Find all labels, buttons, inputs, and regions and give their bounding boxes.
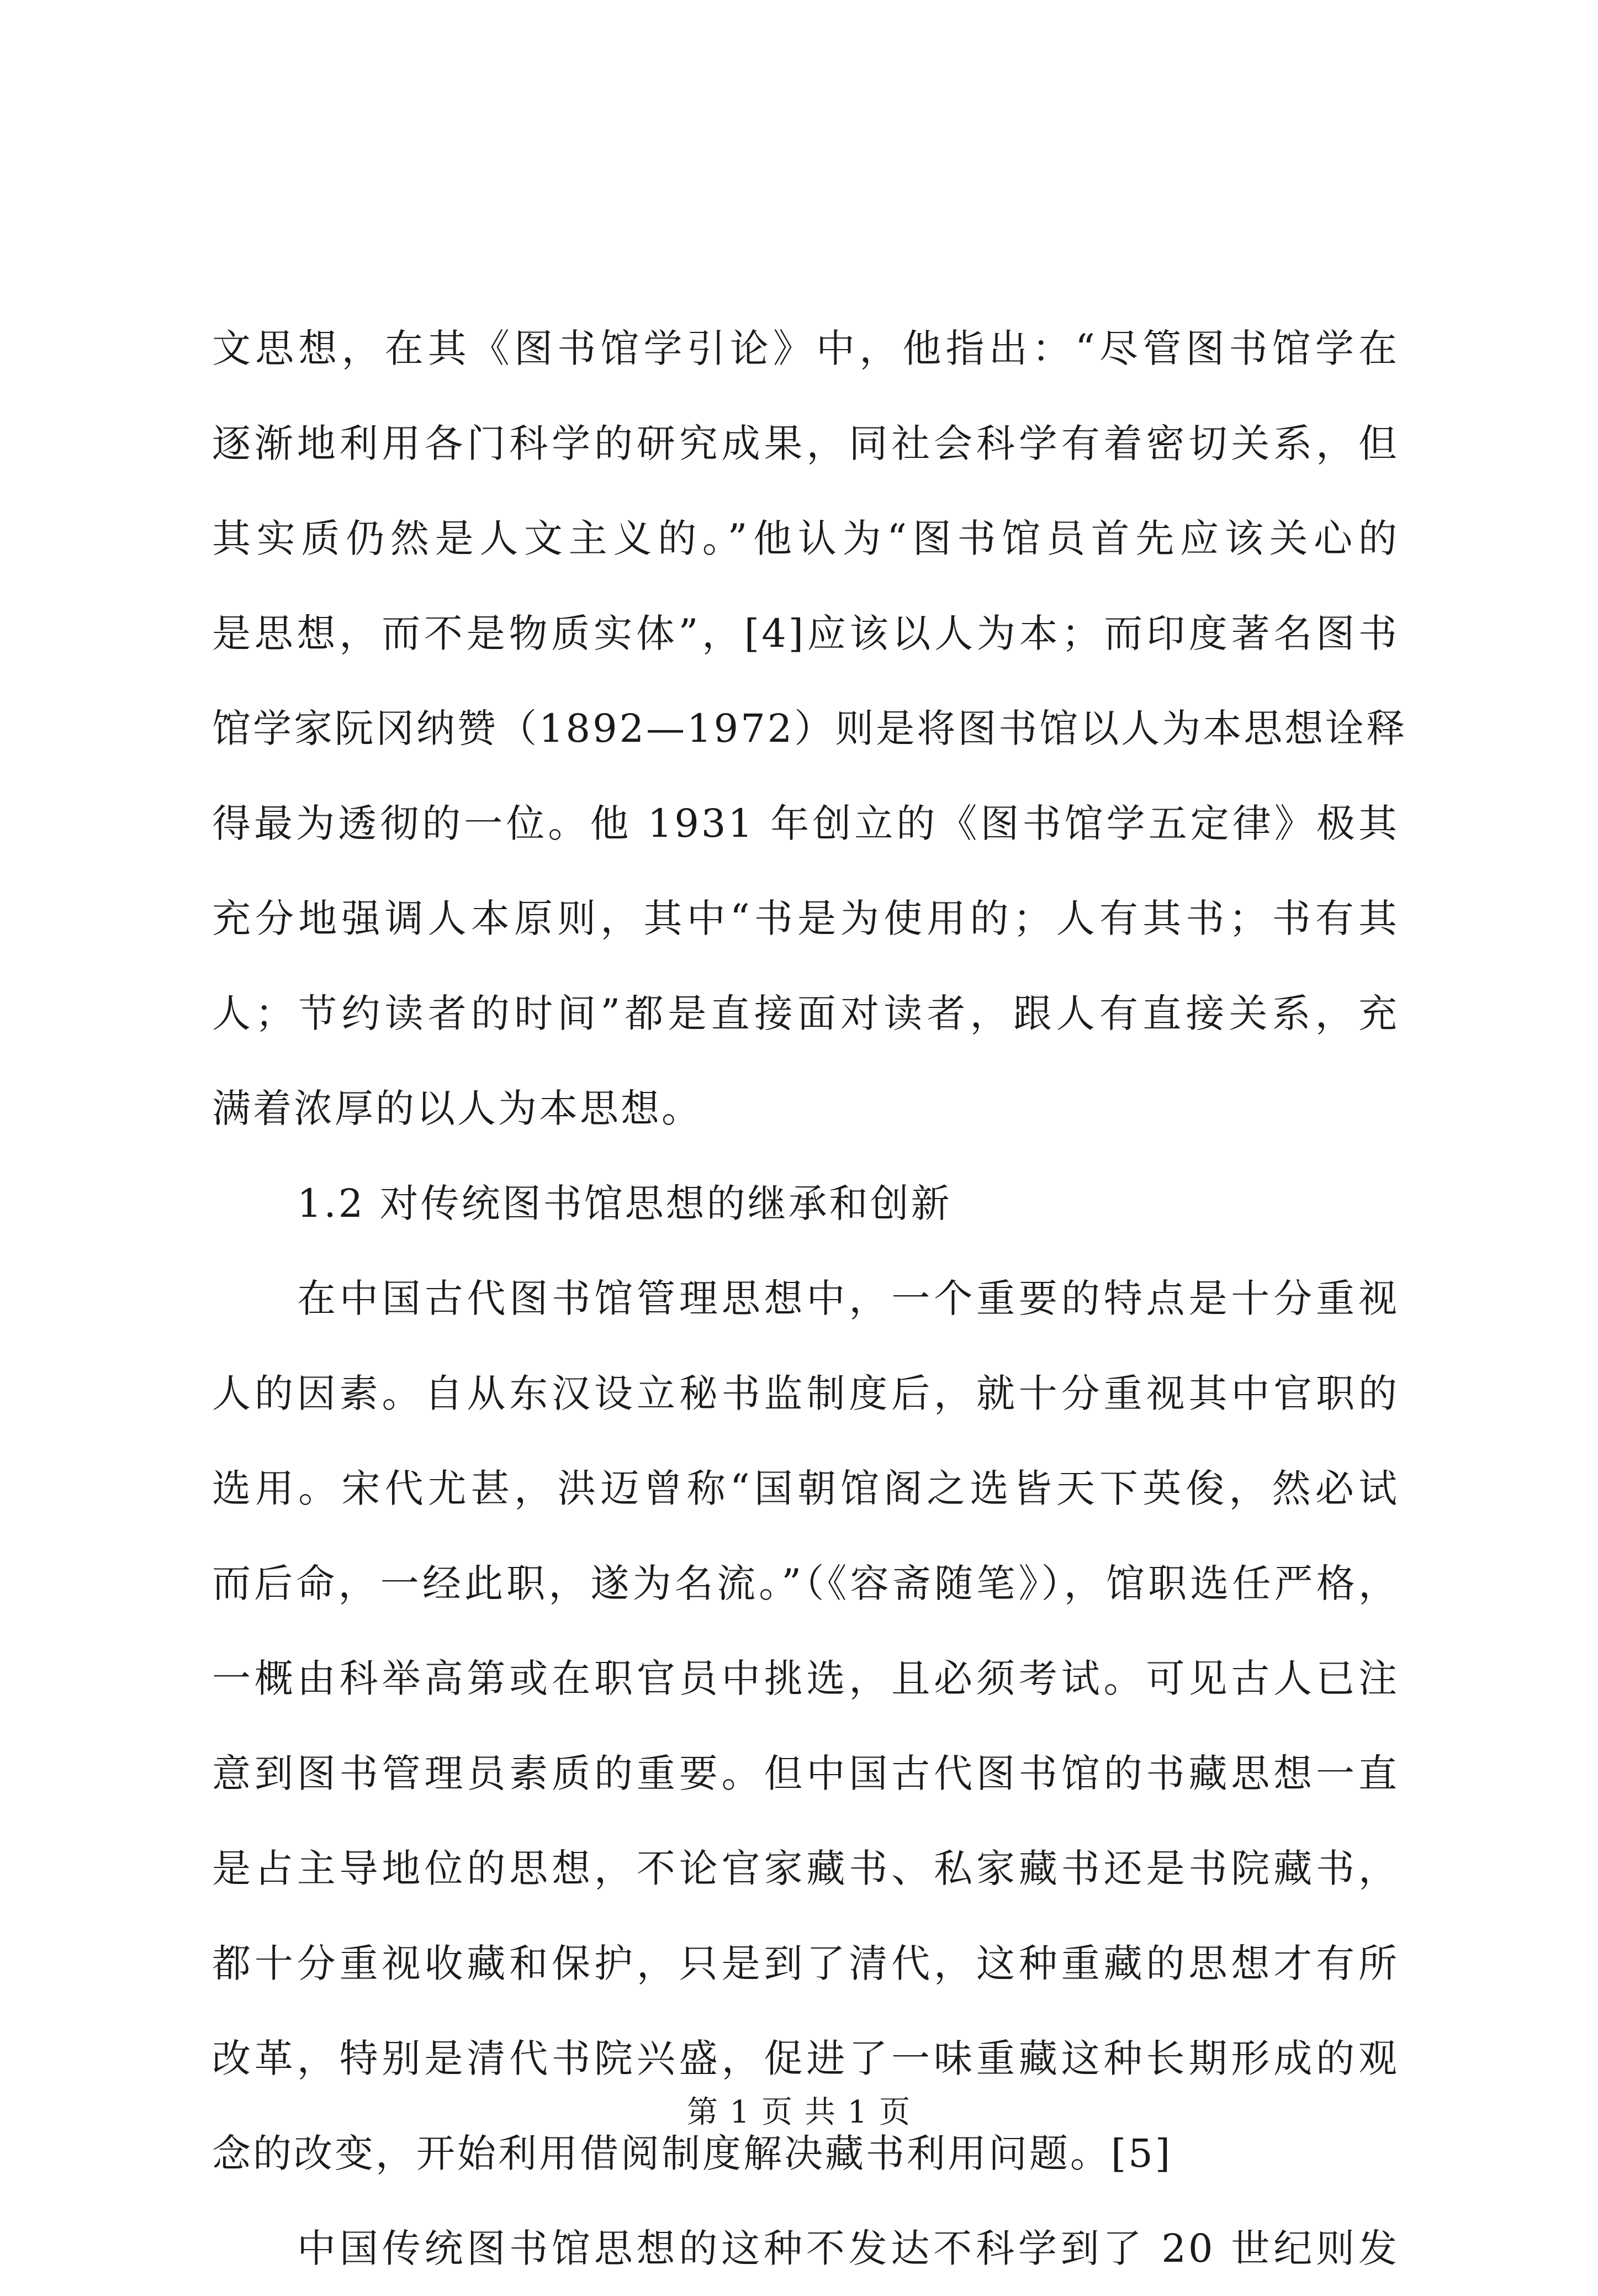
text-line: 是占主导地位的思想，不论官家藏书、私家藏书还是书院藏书， (212, 1846, 1399, 1891)
text-line: 充分地强调人本原则，其中“书是为使用的；人有其书；书有其 (212, 896, 1399, 941)
text-line: 念的改变，开始利用借阅制度解决藏书利用问题。[5] (212, 2131, 1173, 2176)
text-line: 都十分重视收藏和保护，只是到了清代，这种重藏的思想才有所 (212, 1941, 1399, 1986)
text-line: 是思想，而不是物质实体”，[4]应该以人为本；而印度著名图书 (212, 611, 1399, 656)
text-line: 意到图书管理员素质的重要。但中国古代图书馆的书藏思想一直 (212, 1751, 1399, 1796)
body-text (212, 301, 1407, 2296)
text-line: 中国传统图书馆思想的这种不发达不科学到了 20 世纪则发 (297, 2226, 1399, 2271)
text-line: 人的因素。自从东汉设立秘书监制度后，就十分重视其中官职的 (212, 1371, 1399, 1416)
text-line: 逐渐地利用各门科学的研究成果，同社会科学有着密切关系，但 (212, 421, 1399, 466)
text-line: 得最为透彻的一位。他 1931 年创立的《图书馆学五定律》极其 (212, 801, 1399, 846)
text-line: 改革，特别是清代书院兴盛，促进了一味重藏这种长期形成的观 (212, 2036, 1399, 2081)
section-heading: 1.2 对传统图书馆思想的继承和创新 (297, 1181, 952, 1226)
text-line: 文思想，在其《图书馆学引论》中，他指出：“尽管图书馆学在 (212, 326, 1399, 371)
text-line: 选用。宋代尤甚，洪迈曾称“国朝馆阁之选皆天下英俊，然必试 (212, 1466, 1399, 1511)
text-line: 满着浓厚的以人为本思想。 (212, 1086, 702, 1131)
text-line: 在中国古代图书馆管理思想中，一个重要的特点是十分重视 (297, 1276, 1399, 1321)
text-line: 人；节约读者的时间”都是直接面对读者，跟人有直接关系，充 (212, 991, 1399, 1036)
text-line: 而后命，一经此职，遂为名流。”（《容斋随笔》），馆职选任严格， (212, 1561, 1399, 1606)
text-line: 其实质仍然是人文主义的。”他认为“图书馆员首先应该关心的 (212, 516, 1399, 561)
text-line: 馆学家阮冈纳赞（1892—1972）则是将图书馆以人为本思想诠释 (212, 706, 1407, 751)
text-line: 一概由科举高第或在职官员中挑选，且必须考试。可见古人已注 (212, 1656, 1399, 1701)
page-footer: 第 1 页 共 1 页 (686, 2094, 912, 2130)
